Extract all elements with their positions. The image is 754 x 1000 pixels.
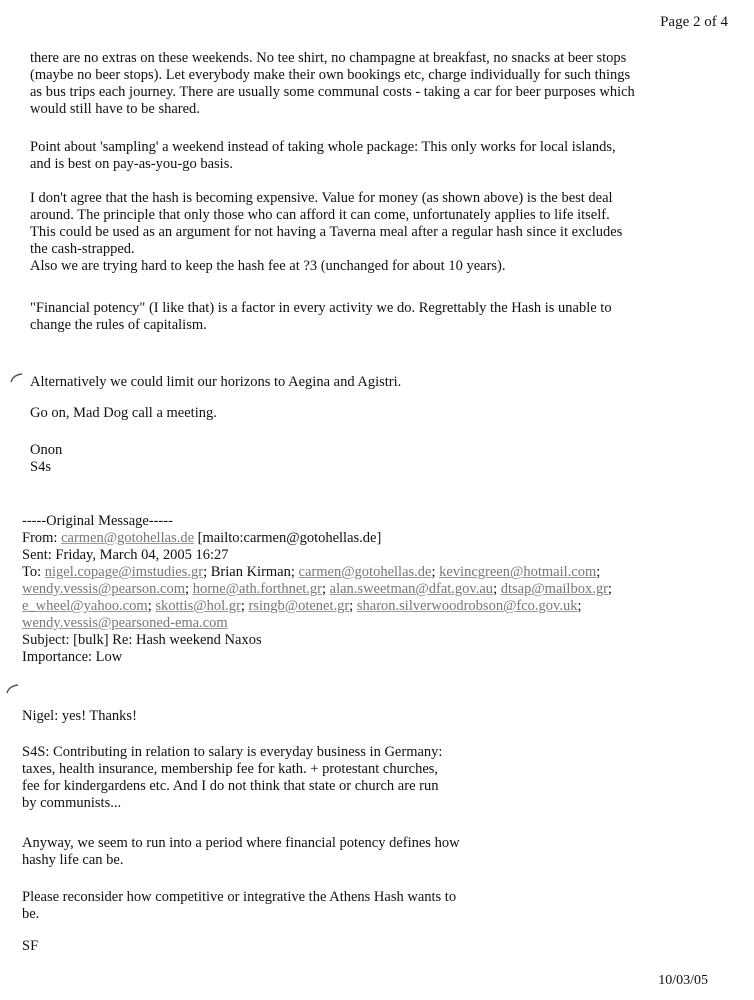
- text-line: I don't agree that the hash is becoming expensive. Value for money (as shown above) is the best deal: [30, 190, 613, 206]
- to-recipients: [22, 598, 732, 615]
- text-line: around. The principle that only those who can afford it can come, unfortunately applies to life itself.: [30, 207, 610, 223]
- text-line: hashy life can be.: [22, 852, 124, 868]
- quoted-signature: [22, 938, 712, 955]
- signature: [30, 442, 720, 476]
- recipient-text: ;: [349, 598, 357, 614]
- recipient-text: ;: [607, 581, 612, 597]
- recipient-email-link[interactable]: e_wheel@yahoo.com: [22, 598, 148, 614]
- original-message-header: [22, 513, 732, 666]
- text-line: would still have to be shared.: [30, 101, 200, 117]
- margin-mark-icon: [6, 684, 20, 694]
- recipient-text: ; Brian Kirman;: [203, 564, 299, 580]
- recipient-email-link[interactable]: rsingb@otenet.gr: [248, 598, 350, 614]
- to-recipients: [22, 581, 732, 598]
- subject-row: Subject: [bulk] Re: Hash weekend Naxos: [22, 632, 262, 648]
- to-row: [22, 564, 732, 581]
- text-line: there are no extras on these weekends. No tee shirt, no champagne at breakfast, no snacks at beer stops: [30, 50, 627, 66]
- text-line: Nigel: yes! Thanks!: [22, 708, 137, 724]
- quoted-paragraph: [22, 708, 712, 725]
- reply-line: Alternatively we could limit our horizons to Aegina and Agistri.: [30, 374, 402, 390]
- text-line: "Financial potency" (I like that) is a factor in every activity we do. Regrettably the Hash is unable to: [30, 300, 612, 316]
- text-line: and is best on pay-as-you-go basis.: [30, 156, 233, 172]
- text-line: Please reconsider how competitive or integrative the Athens Hash wants to: [22, 889, 457, 905]
- separator: -----Original Message-----: [22, 513, 173, 529]
- to-recipients: [22, 615, 732, 632]
- text-line: by communists...: [22, 795, 122, 811]
- text-line: Anyway, we seem to run into a period where financial potency defines how: [22, 835, 460, 851]
- reply-line: Go on, Mad Dog call a meeting.: [30, 405, 217, 421]
- importance-row: Importance: Low: [22, 649, 123, 665]
- recipient-email-link[interactable]: kevincgreen@hotmail.com: [439, 564, 597, 580]
- text-line: fee for kindergardens etc. And I do not think that state or church are run: [22, 778, 439, 794]
- text-line: Point about 'sampling' a weekend instead of taking whole package: This only works for local islands,: [30, 139, 616, 155]
- margin-mark-icon: [10, 373, 24, 383]
- recipient-email-link[interactable]: wendy.vessis@pearson.com: [22, 581, 186, 597]
- recipient-text: ;: [596, 564, 601, 580]
- text-line: SF: [22, 938, 39, 954]
- text-line: taxes, health insurance, membership fee for kath. + protestant churches,: [22, 761, 439, 777]
- text-line: change the rules of capitalism.: [30, 317, 207, 333]
- recipient-text: ;: [185, 581, 193, 597]
- to-label: To:: [22, 564, 45, 580]
- recipient-email-link[interactable]: nigel.copage@imstudies.gr: [44, 564, 204, 580]
- text-line: be.: [22, 906, 40, 922]
- recipient-text: ;: [147, 598, 156, 614]
- from-email-link[interactable]: carmen@gotohellas.de: [61, 530, 195, 546]
- recipient-text: ;: [431, 564, 440, 580]
- body-paragraph: [30, 190, 720, 275]
- text-line: as bus trips each journey. There are usually some communal costs - taking a car for beer purposes which: [30, 84, 635, 100]
- recipient-email-link[interactable]: wendy.vessis@pearsoned-ema.com: [22, 615, 228, 631]
- text-line: Onon: [30, 442, 63, 458]
- recipient-text: ;: [493, 581, 501, 597]
- text-line: Also we are trying hard to keep the hash fee at ?3 (unchanged for about 10 years).: [30, 258, 506, 274]
- page-header: Page 2 of 4: [660, 14, 728, 30]
- page-footer: 10/03/05: [658, 973, 708, 988]
- quoted-paragraph: [22, 889, 712, 923]
- body-paragraph: [30, 50, 720, 118]
- body-paragraph: [30, 300, 720, 334]
- recipient-text: ;: [240, 598, 249, 614]
- text-line: (maybe no beer stops). Let everybody make their own bookings etc, charge individually for such things: [30, 67, 631, 83]
- recipient-email-link[interactable]: sharon.silverwoodrobson@fco.gov.uk: [356, 598, 578, 614]
- quoted-paragraph: [22, 744, 712, 812]
- from-row: [22, 530, 732, 547]
- recipient-text: ;: [322, 581, 330, 597]
- to-recipients: [45, 564, 601, 580]
- text-line: S4S: Contributing in relation to salary is everyday business in Germany:: [22, 744, 443, 760]
- body-paragraph: [30, 139, 720, 173]
- sent-row: Sent: Friday, March 04, 2005 16:27: [22, 547, 229, 563]
- text-line: This could be used as an argument for not having a Taverna meal after a regular hash since it excludes: [30, 224, 623, 240]
- from-label: From:: [22, 530, 62, 546]
- quoted-paragraph: [22, 835, 712, 869]
- from-mailto: [mailto:carmen@gotohellas.de]: [194, 530, 382, 546]
- recipient-email-link[interactable]: skottis@hol.gr: [155, 598, 241, 614]
- recipient-text: ;: [577, 598, 582, 614]
- recipient-email-link[interactable]: carmen@gotohellas.de: [298, 564, 432, 580]
- recipient-email-link[interactable]: dtsap@mailbox.gr: [500, 581, 608, 597]
- recipient-email-link[interactable]: alan.sweetman@dfat.gov.au: [329, 581, 494, 597]
- recipient-email-link[interactable]: horne@ath.forthnet.gr: [192, 581, 322, 597]
- text-line: S4s: [30, 459, 51, 475]
- text-line: the cash-strapped.: [30, 241, 135, 257]
